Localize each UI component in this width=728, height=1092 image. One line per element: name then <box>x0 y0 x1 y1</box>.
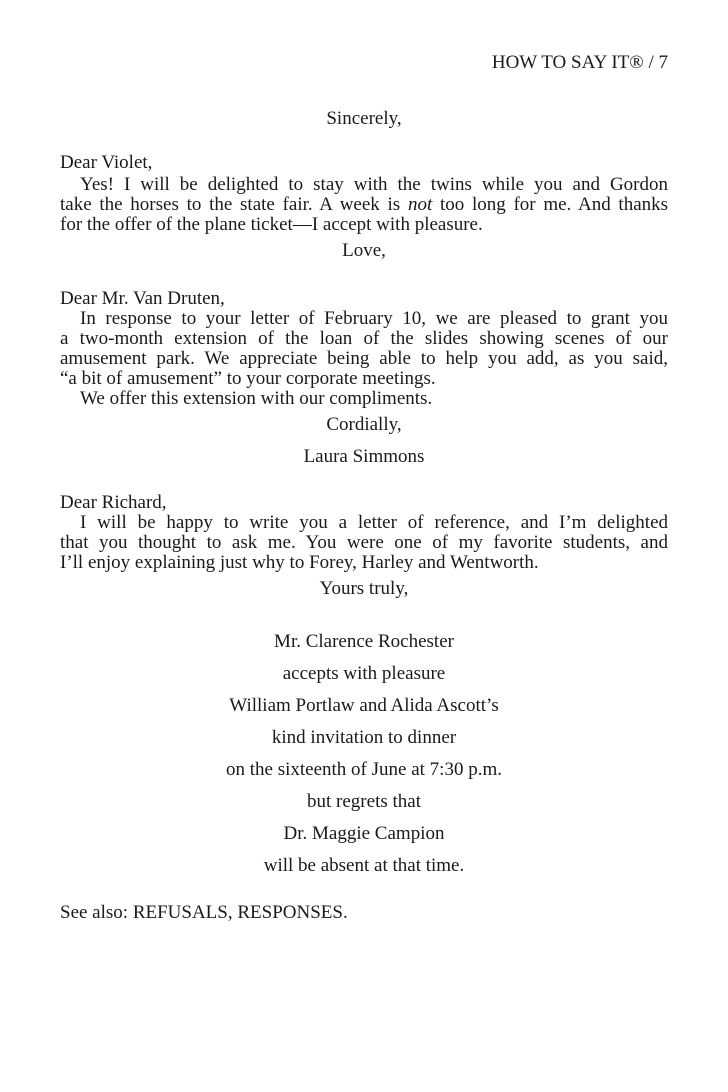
reply-line: accepts with pleasure <box>282 663 446 684</box>
body-line: I will be happy to write you a letter of reference, and I’m delighted <box>80 512 668 533</box>
text-run: take the horses to the state fair. A week is <box>60 194 401 215</box>
emphasis-not: not <box>407 194 433 215</box>
see-also: See also: REFUSALS, RESPONSES. <box>60 902 348 923</box>
reply-line: Dr. Maggie Campion <box>283 823 445 844</box>
body-line: “a bit of amusement” to your corporate meetings. <box>60 368 436 389</box>
closing: Yours truly, <box>319 578 409 599</box>
running-head: HOW TO SAY IT® / 7 <box>491 52 668 73</box>
body-line: Yes! I will be delighted to stay with the twins while you and Gordon <box>80 174 668 195</box>
reply-line: on the sixteenth of June at 7:30 p.m. <box>226 759 502 780</box>
body-line: a two-month extension of the loan of the slides showing scenes of our <box>60 328 668 349</box>
body-line: We offer this extension with our compliments. <box>80 388 433 409</box>
salutation: Dear Mr. Van Druten, <box>60 288 225 309</box>
signature: Laura Simmons <box>303 446 425 467</box>
reply-line: but regrets that <box>307 791 421 812</box>
text-run: too long for me. And thanks <box>439 194 669 215</box>
body-line: amusement park. We appreciate being able to help you add, as you said, <box>60 348 668 369</box>
reply-line: kind invitation to dinner <box>271 727 457 748</box>
body-line <box>60 194 668 216</box>
closing-sincerely: Sincerely, <box>326 108 402 129</box>
body-line: I’ll enjoy explaining just why to Forey, Harley and Wentworth. <box>60 552 539 573</box>
closing: Love, <box>342 240 386 261</box>
reply-line: William Portlaw and Alida Ascott’s <box>229 695 499 716</box>
body-line: In response to your letter of February 10, we are pleased to grant you <box>80 308 668 329</box>
salutation: Dear Violet, <box>60 152 153 173</box>
salutation: Dear Richard, <box>60 492 167 513</box>
closing: Cordially, <box>326 414 402 435</box>
body-line: that you thought to ask me. You were one of my favorite students, and <box>60 532 668 553</box>
reply-line: Mr. Clarence Rochester <box>274 631 454 652</box>
body-line: for the offer of the plane ticket—I accept with pleasure. <box>60 214 483 235</box>
reply-line: will be absent at that time. <box>263 855 465 876</box>
